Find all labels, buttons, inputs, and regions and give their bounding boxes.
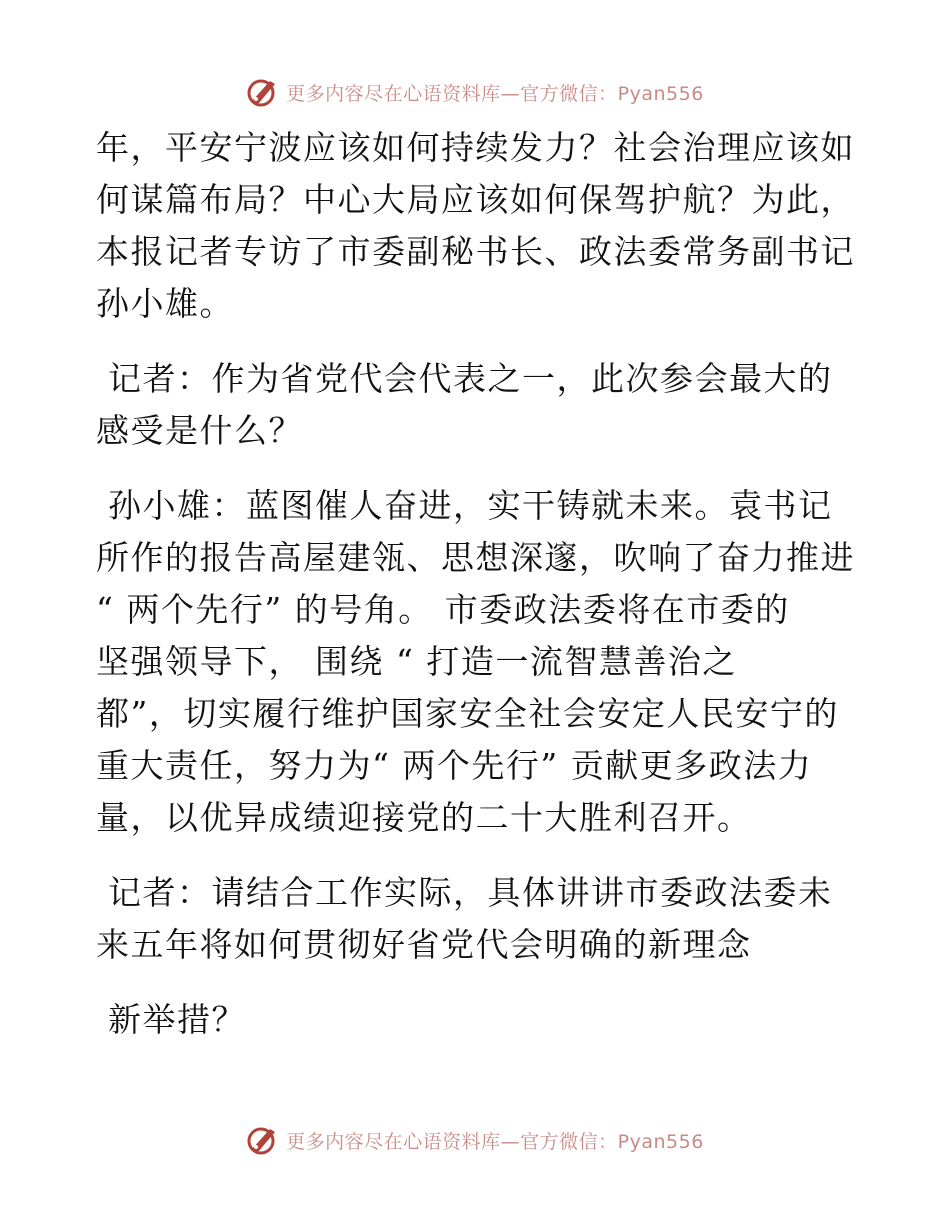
text-line: 何谋篇布局？中心大局应该如何保驾护航？为此， (96, 180, 855, 219)
text-line: 坚强领导下， 围绕 “ 打造一流智慧善治之 (96, 642, 737, 681)
paragraph (96, 867, 856, 971)
text-line: 孙小雄。 (96, 284, 234, 323)
text-line: 量，以优异成绩迎接党的二十大胜利召开。 (96, 798, 752, 837)
text-line: 记者：作为省党代会代表之一，此次参会最大的 (96, 359, 833, 398)
pen-logo-icon (246, 75, 280, 109)
text-line: 年，平安宁波应该如何持续发力？社会治理应该如 (96, 128, 855, 167)
text-line: “ 两个先行” 的号角。 市委政法委将在市委的 (96, 590, 790, 629)
watermark-banner-bottom (0, 1120, 950, 1160)
watermark-text: 更多内容尽在心语资料库—官方微信：Pyan556 (286, 1130, 704, 1153)
paragraph (96, 353, 856, 457)
text-line: 感受是什么？ (96, 411, 303, 450)
paragraph (96, 480, 856, 844)
text-line: 新举措？ (96, 1000, 246, 1039)
watermark-banner-top (0, 72, 950, 112)
text-line: 都”，切实履行维护国家安全社会安定人民安宁的 (96, 694, 839, 733)
paragraph (96, 122, 856, 330)
watermark-text: 更多内容尽在心语资料库—官方微信：Pyan556 (286, 82, 704, 105)
text-line: 重大责任，努力为“ 两个先行” 贡献更多政法力 (96, 746, 813, 785)
text-line: 孙小雄：蓝图催人奋进，实干铸就未来。袁书记 (96, 486, 833, 525)
document-body (96, 122, 856, 1069)
pen-logo-icon (246, 1123, 280, 1157)
text-line: 本报记者专访了市委副秘书长、政法委常务副书记 (96, 232, 855, 271)
text-line: 所作的报告高屋建瓴、思想深邃，吹响了奋力推进 (96, 538, 855, 577)
text-line: 来五年将如何贯彻好省党代会明确的新理念 (96, 925, 752, 964)
paragraph (96, 994, 856, 1046)
text-line: 记者：请结合工作实际，具体讲讲市委政法委未 (96, 873, 833, 912)
